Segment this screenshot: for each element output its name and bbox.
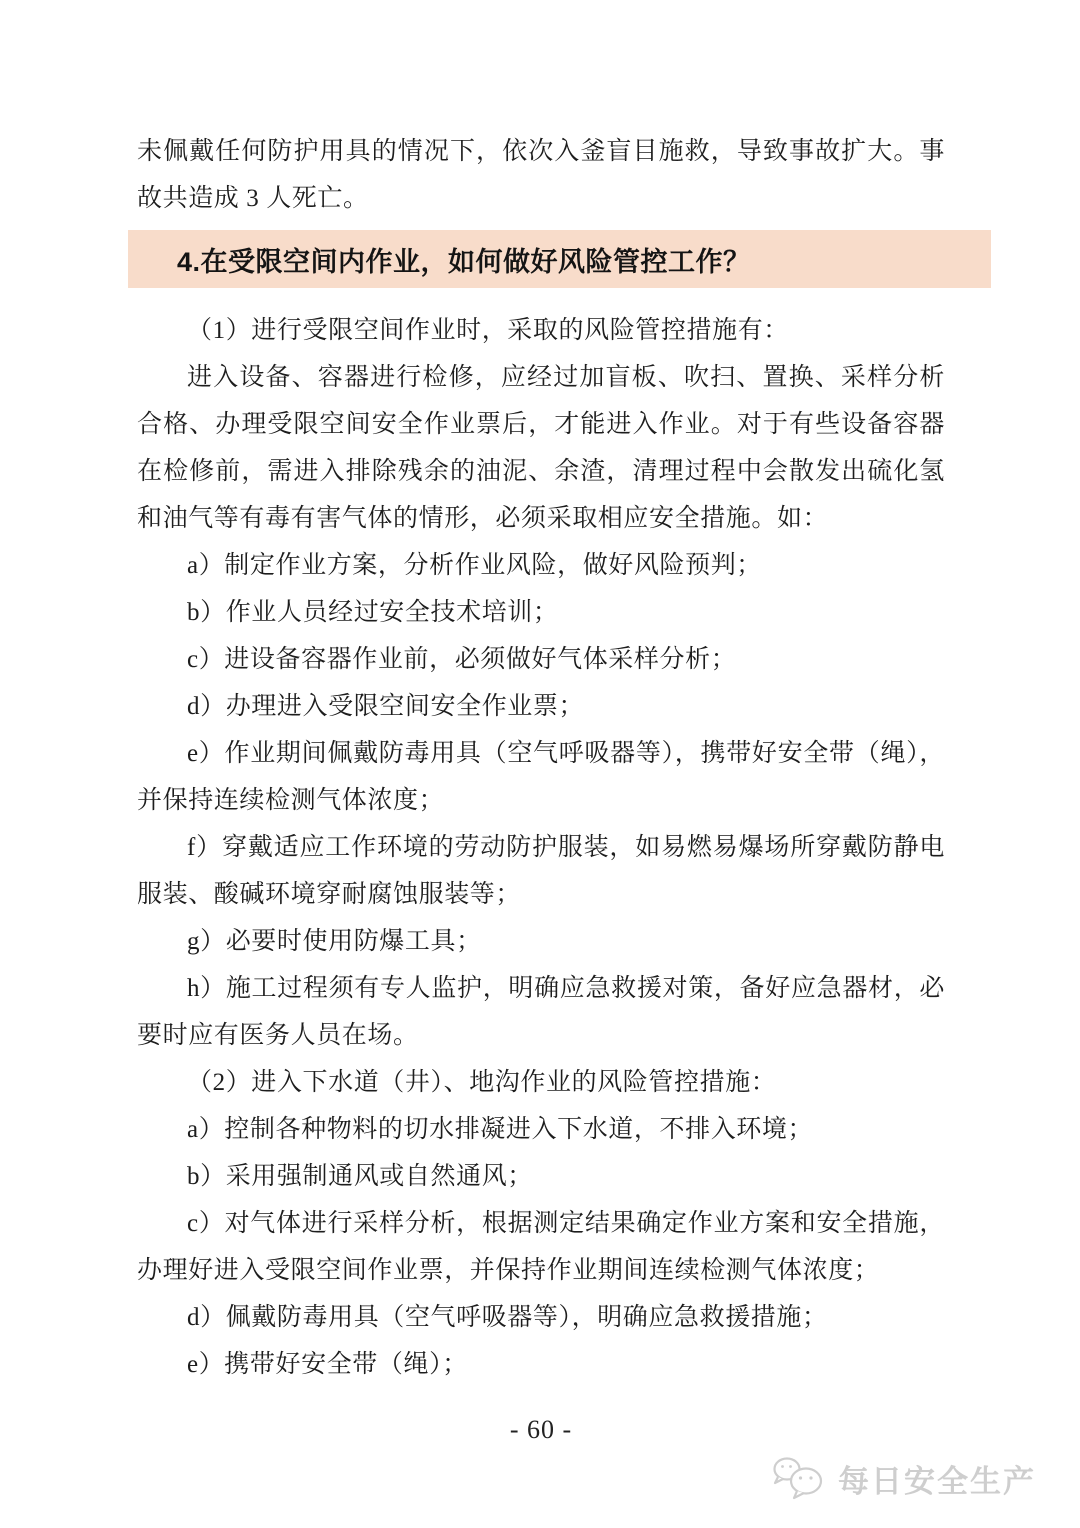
page-content bbox=[137, 128, 945, 1445]
watermark bbox=[770, 1454, 1036, 1502]
list-item-c1: c）进设备容器作业前，必须做好气体采样分析； bbox=[187, 646, 737, 673]
list-item-h1: h）施工过程须有专人监护，明确应急救援对策，备好应急器材，必要时应有医务人员在场。 bbox=[137, 975, 945, 1049]
watermark-label: 每日安全生产 bbox=[838, 1463, 1036, 1499]
list-item-g1: g）必要时使用防爆工具； bbox=[187, 928, 482, 955]
list-item-e2: e）携带好安全带（绳）； bbox=[187, 1351, 468, 1378]
paragraph: （1）进行受限空间作业时，采取的风险管控措施有： bbox=[187, 317, 789, 344]
paragraph: 进入设备、容器进行检修，应经过加盲板、吹扫、置换、采样分析合格、办理受限空间安全作业票后，才能进入作业。对于有些设备容器在检修前，需进入排除残余的油泥、余渣，清理过程中会散发出硫化氢和油气等有毒有害气体的情形，必须采取相应安全措施。如： bbox=[137, 364, 945, 532]
list-item-a1: a）制定作业方案，分析作业风险，做好风险预判； bbox=[187, 552, 762, 579]
wechat-icon bbox=[770, 1454, 828, 1502]
list-item-b2: b）采用强制通风或自然通风； bbox=[187, 1163, 533, 1190]
list-item-d1: d）办理进入受限空间安全作业票； bbox=[187, 693, 585, 720]
paragraph: （2）进入下水道（井）、地沟作业的风险管控措施： bbox=[187, 1069, 777, 1096]
paragraph-list bbox=[137, 307, 945, 1388]
list-item-e1: e）作业期间佩戴防毒用具（空气呼吸器等），携带好安全带（绳），并保持连续检测气体浓度； bbox=[137, 740, 945, 814]
list-item-c2: c）对气体进行采样分析，根据测定结果确定作业方案和安全措施，办理好进入受限空间作业票，并保持作业期间连续检测气体浓度； bbox=[137, 1210, 945, 1284]
list-item-d2: d）佩戴防毒用具（空气呼吸器等），明确应急救援措施； bbox=[187, 1304, 828, 1331]
list-item-f1: f）穿戴适应工作环境的劳动防护服装，如易燃易爆场所穿戴防静电服装、酸碱环境穿耐腐蚀服装等； bbox=[137, 834, 945, 908]
section-heading-bar bbox=[128, 230, 991, 288]
page-number: - 60 - bbox=[509, 1415, 573, 1444]
list-item-a2: a）控制各种物料的切水排凝进入下水道，不排入环境； bbox=[187, 1116, 814, 1143]
section-heading: 4.在受限空间内作业，如何做好风险管控工作？ bbox=[177, 246, 751, 277]
paragraph-intro: 未佩戴任何防护用具的情况下，依次入釜盲目施救，导致事故扩大。事故共造成 3 人死亡。 bbox=[137, 138, 945, 212]
list-item-b1: b）作业人员经过安全技术培训； bbox=[187, 599, 559, 626]
